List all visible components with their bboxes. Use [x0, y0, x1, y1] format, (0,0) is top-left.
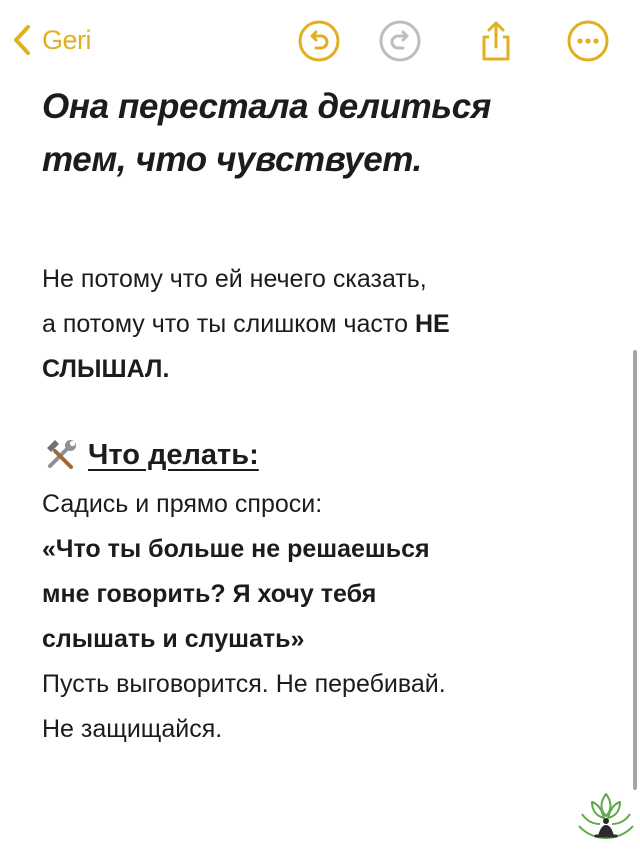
note-body[interactable]: [42, 80, 602, 752]
note-title: [42, 80, 602, 186]
p1-line-2-bold: НЕ: [414, 310, 450, 338]
redo-button[interactable]: [378, 19, 422, 63]
back-label: Geri: [42, 24, 92, 55]
title-line-2: тем, что чувствует.: [42, 140, 422, 179]
p1-line-2: а потому что ты слишком часто: [42, 310, 415, 338]
title-line-1: Она перестала делиться: [42, 87, 491, 126]
p1-line-3-bold: СЛЫШАЛ.: [42, 355, 170, 383]
share-icon: [474, 19, 518, 63]
undo-circle-icon: [297, 19, 341, 63]
p2-line-6: Не защищайся.: [42, 715, 223, 743]
redo-circle-icon: [378, 19, 422, 63]
p1-line-1: Не потому что ей нечего сказать,: [42, 265, 427, 293]
quote-line-3: слышать и слушать»: [42, 625, 305, 653]
share-button[interactable]: [474, 19, 518, 63]
back-button[interactable]: [10, 20, 91, 60]
section-heading: [42, 430, 602, 480]
quote-line-1: «Что ты больше не решаешься: [42, 535, 430, 563]
chevron-left-icon: [10, 23, 34, 57]
heading-what-to-do: Что делать:: [88, 438, 259, 471]
hammer-and-wrench-icon: [42, 436, 80, 474]
paragraph-1: [42, 257, 602, 392]
scrollbar[interactable]: [633, 350, 637, 790]
undo-button[interactable]: [297, 19, 341, 63]
lotus-meditation-icon: [576, 788, 636, 848]
p2-line-5: Пусть выговорится. Не перебивай.: [42, 670, 446, 698]
toolbar: [0, 0, 640, 82]
ellipsis-circle-icon: [566, 19, 610, 63]
p2-line-1: Садись и прямо спроси:: [42, 490, 323, 518]
paragraph-2: [42, 482, 602, 752]
quote-line-2: мне говорить? Я хочу тебя: [42, 580, 377, 608]
more-button[interactable]: [566, 19, 610, 63]
